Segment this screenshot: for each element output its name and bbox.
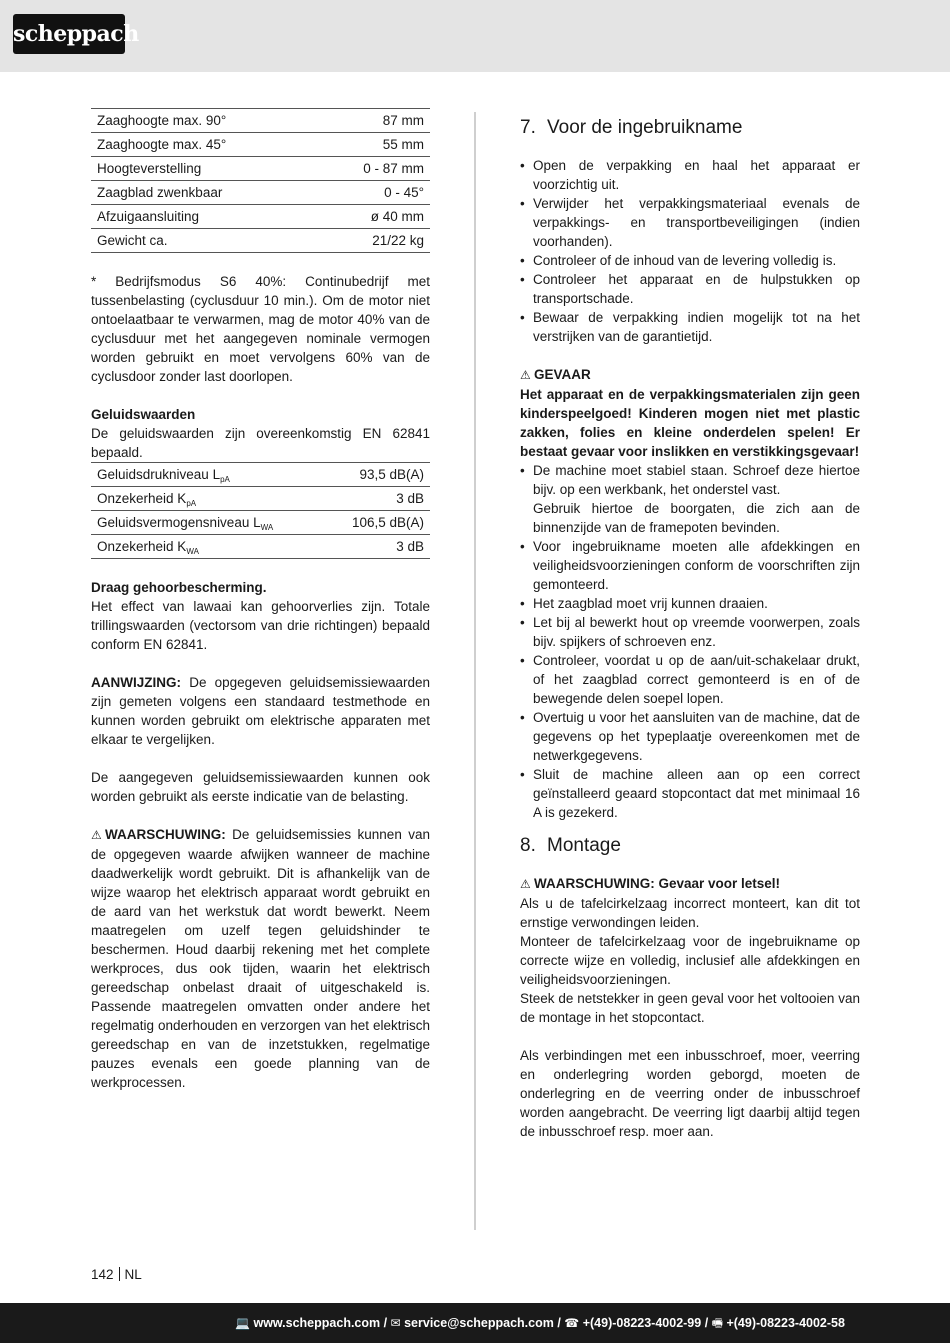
spec-label: Zaaghoogte max. 90°: [91, 109, 315, 133]
danger-paragraph: Het apparaat en de verpakkingsmaterialen zijn geen kinderspeelgoed! Kinderen mogen niet met plastic zakken, folies en kleine onderdelen spelen! Er bestaat gevaar voor inslikken en verstikkingsgevaar!: [520, 387, 860, 459]
computer-icon: 💻: [235, 1316, 250, 1330]
table-row: [91, 463, 430, 487]
warning-triangle-icon: ⚠: [91, 828, 102, 842]
spec-label: Hoogteverstelling: [91, 157, 315, 181]
noise-label: Onzekerheid $K_{pA}$: [91, 487, 325, 511]
section-7-list: [520, 156, 860, 346]
hearing-heading: Draag gehoorbescherming.: [91, 580, 267, 595]
section-7-heading: 7. Voor de ingebruikname: [520, 117, 743, 138]
contact-bar: 💻 www.scheppach.com / ✉ service@scheppach.com / ☎ +(49)-08223-4002-99 / 🖷 +(49)-08223-4002-58: [0, 1303, 950, 1343]
table-row: [91, 109, 430, 133]
table-row: [91, 157, 430, 181]
spec-value: 0 - 45°: [315, 181, 430, 205]
montage-paragraph: Monteer de tafelcirkelzaag voor de ingebruikname op correcte wijze en volledig, inclusief alle afdekkingen en veiligheidsvoorzieningen.: [520, 934, 860, 987]
list-item: • Controleer of de inhoud van de levering volledig is.: [520, 251, 860, 270]
table-row: [91, 487, 430, 511]
hearing-paragraph: Het effect van lawaai kan gehoorverlies zijn. Totale trillingswaarden (vectorsom van drie richtingen) bepaald conform EN 62841.: [91, 599, 430, 652]
phone-number: +(49)-08223-4002-99: [582, 1316, 702, 1330]
mail-icon: ✉: [390, 1316, 401, 1330]
montage-paragraph: Als verbindingen met een inbusschroef, moer, veerring en onderlegring worden geborgd, moeten de onderlegring en de veerring onder de inbusschroef worden aangebracht. De veerring ligt daarbij altijd tegen de inbusschroef resp. moer aan.: [520, 1048, 860, 1139]
phone-icon: ☎: [564, 1316, 580, 1330]
note-paragraph: AANWIJZING: De opgegeven geluidsemissiewaarden zijn gemeten volgens een standaard testmethode en kunnen worden gebruikt om elektrische apparaten met elkaar te vergelijken.: [91, 675, 430, 747]
scheppach-logo: scheppach: [13, 14, 125, 54]
table-row: [91, 133, 430, 157]
footnote-paragraph: * Bedrijfsmodus S6 40%: Continubedrijf met tussenbelasting (cyclusduur 10 min.). Om de motor niet ontoelaatbaar te verwarmen, mag de motor 40% van de cyclusduur met het aangegeven nominale vermogen worden gebruikt en moet vervolgens 60% van de cyclusdoor zonder last doorlopen.: [91, 274, 430, 384]
table-row: [91, 535, 430, 559]
spec-value: 87 mm: [315, 109, 430, 133]
noise-value: 93,5 dB(A): [325, 463, 430, 487]
noise-table: [91, 462, 430, 559]
table-row: [91, 511, 430, 535]
noise-heading: Geluidswaarden: [91, 407, 196, 422]
list-item: • Bewaar de verpakking indien mogelijk tot na het verstrijken van de garantietijd.: [520, 308, 860, 346]
noise-value: 3 dB: [325, 487, 430, 511]
montage-warning: ⚠ WAARSCHUWING: Gevaar voor letsel!: [520, 874, 860, 894]
spec-label: Zaaghoogte max. 45°: [91, 133, 315, 157]
website-link[interactable]: www.scheppach.com: [253, 1316, 381, 1330]
noise-value: 3 dB: [325, 535, 430, 559]
fax-number: +(49)-08223-4002-58: [726, 1316, 845, 1330]
spec-value: 0 - 87 mm: [315, 157, 430, 181]
header-bar: [0, 0, 950, 72]
section-8-heading: 8. Montage: [520, 835, 621, 856]
warning-triangle-icon: ⚠: [520, 877, 531, 891]
spec-label: Gewicht ca.: [91, 229, 315, 253]
email-link[interactable]: service@scheppach.com: [404, 1316, 554, 1330]
table-row: [91, 205, 430, 229]
table-row: [91, 181, 430, 205]
note2-paragraph: De aangegeven geluidsemissiewaarden kunnen ook worden gebruikt als eerste indicatie van de belasting.: [91, 770, 430, 804]
list-item: • Controleer het apparaat en de hulpstukken op transportschade.: [520, 270, 860, 308]
list-item: • Voor ingebruikname moeten alle afdekkingen en veiligheidsvoorzieningen conform de voorschriften zijn gemonteerd.: [520, 537, 860, 594]
spec-label: Zaagblad zwenkbaar: [91, 181, 315, 205]
list-item: • De machine moet stabiel staan. Schroef deze hiertoe bijv. op een werkbank, het onderstel vast. Gebruik hiertoe de boorgaten, die zich aan de binnenzijde van de framepoten bevinden.: [520, 461, 860, 537]
left-column: [91, 108, 430, 1092]
spec-value: ø 40 mm: [315, 205, 430, 229]
spec-label: Afzuigaansluiting: [91, 205, 315, 229]
montage-paragraph: Als u de tafelcirkelzaag incorrect monteert, kan dit tot ernstige verwondingen leiden.: [520, 896, 860, 930]
list-item: • Verwijder het verpakkingsmateriaal evenals de verpakkings- en transportbeveiligingen (indien voorhanden).: [520, 194, 860, 251]
danger-list: [520, 461, 860, 822]
list-item: • Sluit de machine alleen aan op een correct geïnstalleerd geaard stopcontact dat met minimaal 16 A is gezekerd.: [520, 765, 860, 822]
fax-icon: 🖷: [711, 1316, 723, 1330]
list-item: • Overtuig u voor het aansluiten van de machine, dat de gegevens op het typeplaatje overeenkomen met de netwerkgegevens.: [520, 708, 860, 765]
spec-table: [91, 108, 430, 253]
page-number: 142 NL: [91, 1267, 142, 1282]
spec-value: 21/22 kg: [315, 229, 430, 253]
column-divider: [474, 112, 476, 1230]
danger-heading: ⚠ GEVAAR: [520, 365, 860, 385]
list-item: • Let bij al bewerkt hout op vreemde voorwerpen, zoals bijv. spijkers of schroeven enz.: [520, 613, 860, 651]
right-column: [520, 108, 860, 1141]
table-row: [91, 229, 430, 253]
noise-value: 106,5 dB(A): [325, 511, 430, 535]
list-item: • Open de verpakking en haal het apparaat er voorzichtig uit.: [520, 156, 860, 194]
noise-intro: De geluidswaarden zijn overeenkomstig EN 62841 bepaald.: [91, 426, 430, 460]
warning-triangle-icon: ⚠: [520, 368, 531, 382]
warning-paragraph: ⚠ WAARSCHUWING: De geluidsemissies kunnen van de opgegeven waarde afwijken wanneer de machine daadwerkelijk wordt gebruikt. Dit is afhankelijk van de wijze waarop het elektrisch apparaat wordt gebruikt en de aard van het werkstuk dat wordt bewerkt. Neem maatregelen om uzelf tegen geluidshinder te beschermen. Houd daarbij rekening met het complete werkproces, dus ook tijden, waarin het elektrisch gereedschap onbelast draait of uitgeschakeld is. Passende maatregelen omvatten onder andere het regelmatig onderhouden en verzorgen van het elektrisch gereedschap en van de inzetstukken, regelmatige pauzes evenals een goede planning van de werkprocessen.: [91, 827, 430, 1090]
noise-label: Geluidsdrukniveau $L_{pA}$: [91, 463, 325, 487]
noise-label: Geluidsvermogensniveau $L_{WA}$: [91, 511, 325, 535]
spec-value: 55 mm: [315, 133, 430, 157]
list-item: • Controleer, voordat u op de aan/uit-schakelaar drukt, of het zaagblad correct gemonteerd is en of de bewegende delen soepel lopen.: [520, 651, 860, 708]
list-item: • Het zaagblad moet vrij kunnen draaien.: [520, 594, 860, 613]
montage-paragraph: Steek de netstekker in geen geval voor het voltooien van de montage in het stopcontact.: [520, 991, 860, 1025]
noise-label: Onzekerheid $K_{WA}$: [91, 535, 325, 559]
